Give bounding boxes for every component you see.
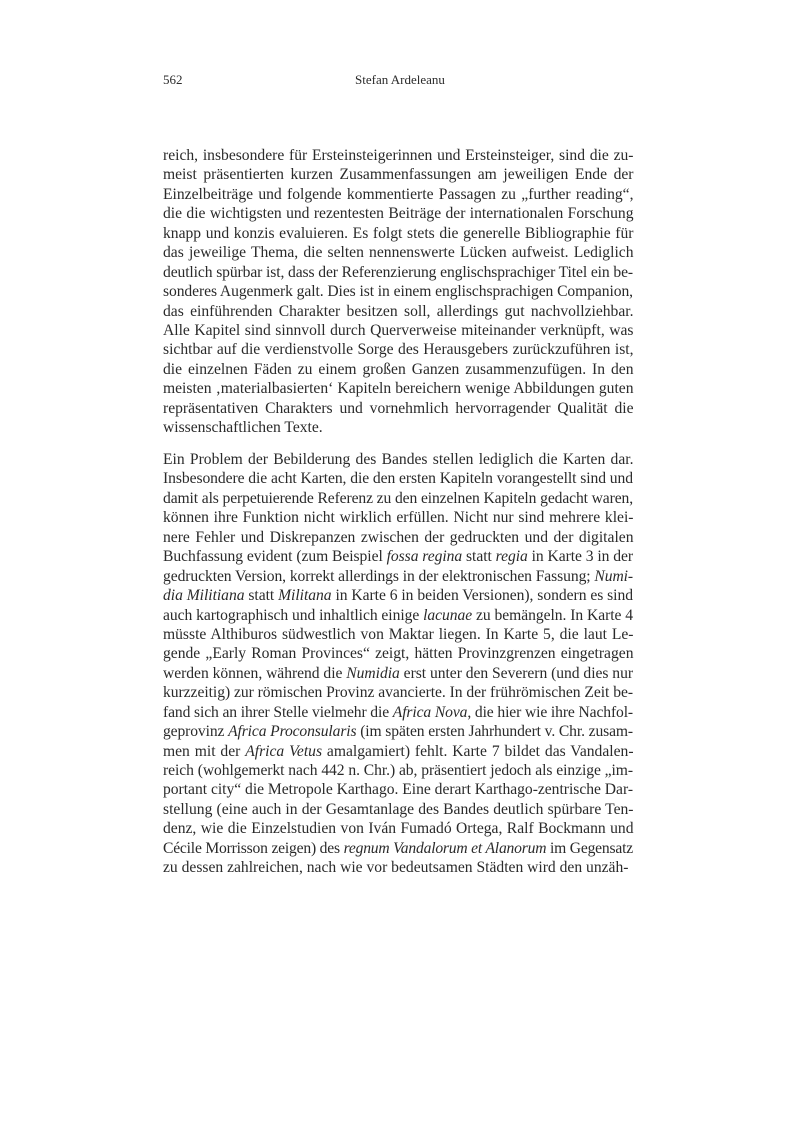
- text-segment: reich (wohlgemerkt nach 442 n. Chr.) ab, präsentiert jedoch als einzige „im-: [163, 762, 633, 779]
- text-line: [163, 780, 634, 799]
- text-line: [163, 508, 634, 527]
- text-line-content: [163, 547, 633, 566]
- text-line-content: [163, 263, 633, 282]
- text-line: [163, 340, 634, 359]
- text-line-content: [163, 224, 634, 243]
- text-line-content: [163, 185, 634, 204]
- text-line: [163, 204, 634, 223]
- text-line: [163, 302, 634, 321]
- text-segment: deutlich spürbar ist, dass der Referenzierung englischsprachiger Titel ein be-: [163, 263, 633, 281]
- text-line-content: [163, 722, 633, 741]
- text-line: [163, 282, 634, 301]
- text-segment: in Karte 3 in der: [527, 548, 633, 566]
- text-segment: meist präsentierten kurzen Zusammenfassungen am jeweiligen Ende der: [163, 166, 634, 184]
- text-segment: kurzzeitig) zur römischen Provinz avancierte. In der frührömischen Zeit be-: [163, 684, 633, 702]
- text-line-content: [163, 489, 633, 508]
- text-line-content: [163, 625, 634, 644]
- text-line-content: [163, 528, 634, 547]
- text-line-content: [163, 606, 633, 625]
- text-line: [163, 606, 634, 625]
- text-segment: damit als perpetuierende Referenz zu den einzelnen Kapiteln gedacht waren,: [163, 489, 633, 507]
- text-segment: geprovinz: [163, 723, 229, 741]
- text-line: [163, 399, 634, 418]
- text-line: [163, 243, 634, 262]
- text-segment: wissenschaftlichen Texte.: [163, 419, 323, 437]
- italic-text: Numidia: [346, 664, 400, 682]
- text-line: [163, 683, 634, 702]
- text-line-content: [163, 340, 634, 359]
- text-segment: Ein Problem der Bebilderung des Bandes stellen lediglich die Karten dar.: [163, 451, 634, 468]
- text-segment: Alle Kapitel sind sinnvoll durch Querverweise miteinander verknüpft, was: [163, 321, 634, 339]
- italic-text: Africa Nova: [392, 703, 468, 721]
- text-line: [163, 379, 634, 398]
- text-line-content: [163, 858, 628, 877]
- text-line-content: [163, 586, 633, 605]
- text-segment: die die wichtigsten und rezentesten Beiträge der internationalen Forschung: [163, 205, 634, 223]
- text-segment: statt: [244, 587, 279, 605]
- text-segment: denz, wie die Einzelstudien von Iván Fumadó Ortega, Ralf Bockmann und: [163, 820, 634, 838]
- text-segment: , die hier wie ihre Nachfol-: [467, 703, 633, 721]
- italic-text: Africa Proconsularis: [228, 723, 357, 741]
- text-segment: auch kartographisch und inhaltlich einige: [163, 606, 424, 624]
- text-line-content: [163, 360, 634, 379]
- text-segment: gende „Early Roman Provinces“ zeigt, hätten Provinzgrenzen eingetragen: [163, 645, 634, 663]
- text-segment: knapp und konzis evaluieren. Es folgt stets die generelle Bibliographie für: [163, 224, 634, 242]
- text-line-content: [163, 819, 634, 838]
- text-line-content: [163, 780, 633, 799]
- text-line: [163, 321, 634, 340]
- text-line-content: [163, 469, 633, 488]
- text-segment: portant city“ die Metropole Karthago. Eine derart Karthago-zentrische Dar-: [163, 781, 633, 799]
- text-segment: (im späten ersten Jahrhundert v. Chr. zusam-: [356, 723, 633, 741]
- italic-text: lacunae: [423, 606, 473, 624]
- text-line: [163, 547, 634, 566]
- text-line: [163, 418, 634, 437]
- text-line: [163, 165, 634, 184]
- text-line-content: [163, 418, 323, 437]
- text-line-content: [163, 450, 634, 469]
- text-segment: Insbesondere die acht Karten, die den ersten Kapiteln vorangestellt sind und: [163, 470, 633, 488]
- text-segment: zu bemängeln. In Karte 4: [472, 606, 633, 624]
- text-line: [163, 469, 634, 488]
- text-segment: fand sich an ihrer Stelle vielmehr die: [163, 703, 393, 721]
- text-segment: Buchfassung evident (zum Beispiel: [163, 548, 387, 566]
- text-segment: müsste Althiburos südwestlich von Maktar liegen. In Karte 5, die laut Le-: [163, 625, 634, 643]
- text-line: [163, 625, 634, 644]
- italic-text: regnum Vandalorum et Alanorum: [343, 839, 547, 857]
- text-line-content: [163, 282, 633, 301]
- text-line: [163, 761, 634, 780]
- text-segment: statt: [462, 548, 496, 566]
- paragraph-2: [163, 450, 634, 878]
- running-head: Stefan Ardeleanu: [355, 72, 445, 87]
- text-line: [163, 185, 634, 204]
- text-line-content: [163, 146, 634, 165]
- page-number: 562: [163, 72, 183, 87]
- text-line-content: [163, 800, 634, 819]
- text-line-content: [163, 243, 634, 262]
- text-line-content: [163, 321, 634, 340]
- text-segment: reich, insbesondere für Ersteinsteigerinnen und Ersteinsteiger, sind die zu-: [163, 147, 634, 164]
- text-line: [163, 742, 634, 761]
- text-line: [163, 664, 634, 683]
- italic-text: dia Militiana: [163, 587, 245, 605]
- text-line: [163, 450, 634, 469]
- text-segment: das einführenden Charakter besitzen soll, allerdings gut nachvollziehbar.: [163, 302, 634, 320]
- text-segment: nere Fehler und Diskrepanzen zwischen der gedruckten und der digitalen: [163, 528, 634, 546]
- text-segment: Cécile Morrisson zeigen) des: [163, 839, 344, 857]
- text-segment: können ihre Funktion nicht wirklich erfüllen. Nicht nur sind mehrere klei-: [163, 509, 634, 527]
- text-line: [163, 858, 634, 877]
- paragraph-1: [163, 146, 634, 438]
- text-line-content: [163, 379, 634, 398]
- text-segment: erst unter den Severern (und dies nur: [399, 664, 634, 682]
- text-segment: Einzelbeiträge und folgende kommentierte Passagen zu „further reading“,: [163, 185, 634, 203]
- text-line-content: [163, 644, 634, 663]
- text-segment: men mit der: [163, 742, 246, 760]
- text-line: [163, 528, 634, 547]
- text-segment: stellung (eine auch in der Gesamtanlage des Bandes deutlich spürbare Ten-: [163, 800, 634, 818]
- text-line-content: [163, 204, 634, 223]
- text-line: [163, 224, 634, 243]
- text-segment: die einzelnen Fäden zu einem großen Ganzen zusammenzufügen. In den: [163, 360, 634, 378]
- text-line: [163, 703, 634, 722]
- text-line: [163, 819, 634, 838]
- text-line-content: [163, 703, 633, 722]
- text-line-content: [163, 839, 633, 858]
- italic-text: Africa Vetus: [245, 742, 323, 760]
- text-line: [163, 146, 634, 165]
- text-line-content: [163, 664, 633, 683]
- text-segment: in Karte 6 in beiden Versionen), sondern es sind: [331, 587, 634, 605]
- text-line: [163, 800, 634, 819]
- text-line-content: [163, 567, 633, 586]
- text-segment: meisten ‚materialbasierten‘ Kapiteln bereichern wenige Abbildungen guten: [163, 380, 634, 398]
- text-segment: im Gegensatz: [546, 839, 633, 857]
- text-segment: sonderes Augenmerk galt. Dies ist in einem englischsprachigen Companion,: [163, 283, 633, 301]
- text-segment: gedruckten Version, korrekt allerdings in der elektronischen Fassung;: [163, 567, 595, 585]
- text-line-content: [163, 399, 634, 418]
- text-segment: werden können, während die: [163, 664, 347, 682]
- text-segment: repräsentativen Charakters und vornehmlich hervorragender Qualität die: [163, 399, 634, 417]
- text-line-content: [163, 683, 633, 702]
- text-line: [163, 567, 634, 586]
- text-line: [163, 644, 634, 663]
- text-line-content: [163, 165, 634, 184]
- text-line: [163, 360, 634, 379]
- italic-text: fossa regina: [386, 548, 463, 566]
- text-segment: das jeweilige Thema, die selten nennenswerte Lücken aufweist. Lediglich: [163, 244, 634, 262]
- italic-text: Numi-: [594, 567, 633, 585]
- text-segment: sichtbar auf die verdienstvolle Sorge des Herausgebers zurückzuführen ist,: [163, 341, 634, 359]
- italic-text: regia: [495, 548, 528, 566]
- text-line: [163, 263, 634, 282]
- text-line: [163, 722, 634, 741]
- text-line: [163, 839, 634, 858]
- text-segment: zu dessen zahlreichen, nach wie vor bedeutsamen Städten wird den unzäh-: [163, 859, 629, 877]
- text-line-content: [163, 761, 633, 780]
- text-line: [163, 489, 634, 508]
- text-line-content: [163, 508, 634, 527]
- italic-text: Militana: [278, 587, 332, 605]
- text-segment: amalgamiert) fehlt. Karte 7 bildet das Vandalen-: [322, 742, 634, 760]
- text-line-content: [163, 742, 634, 761]
- text-line-content: [163, 302, 634, 321]
- text-line: [163, 586, 634, 605]
